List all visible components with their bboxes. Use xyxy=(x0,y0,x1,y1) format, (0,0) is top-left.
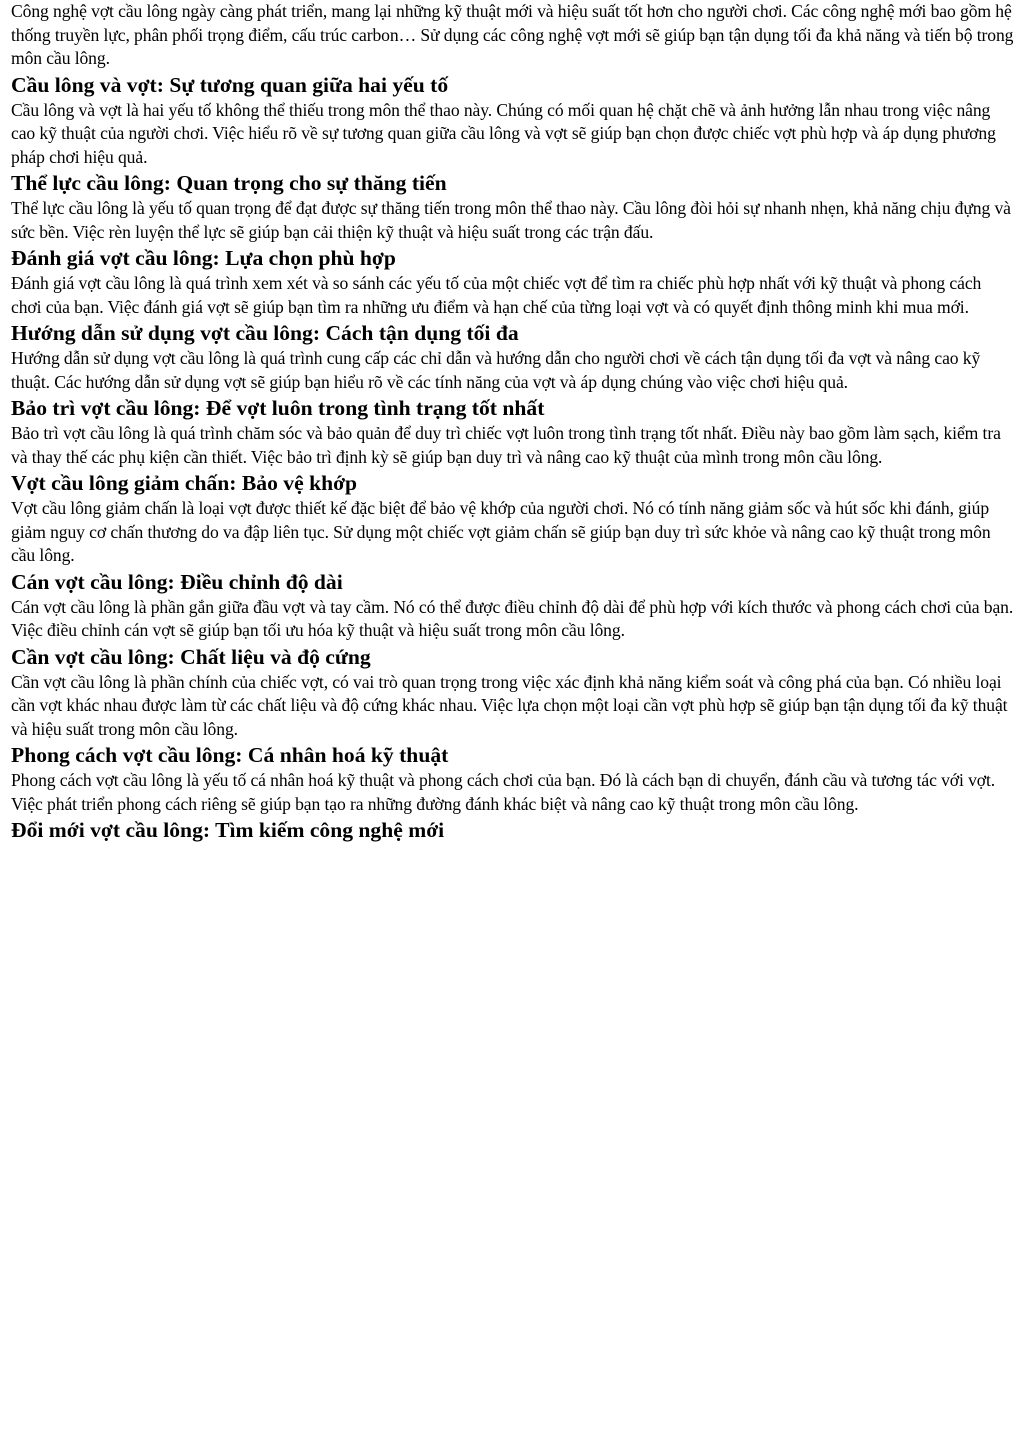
section-heading: Hướng dẫn sử dụng vợt cầu lông: Cách tận dụng tối đa xyxy=(11,321,519,345)
section-heading: Cán vợt cầu lông: Điều chỉnh độ dài xyxy=(11,569,343,594)
section-paragraph: Cần vợt cầu lông là phần chính của chiếc vợt, có vai trò quan trọng trong việc xác định khả năng kiểm soát và công phá của bạn. Có nhiều loại cần vợt khác nhau được làm từ các chất liệu và độ cứng khác nhau. Việc lựa chọn một loại cần vợt phù hợp sẽ giúp bạn tận dụng tối đa kỹ thuật và hiệu suất trong môn cầu lông. xyxy=(11,671,1008,739)
section-paragraph: Phong cách vợt cầu lông là yếu tố cá nhân hoá kỹ thuật và phong cách chơi của bạn. Đó là cách bạn di chuyển, đánh cầu và tương tác với vợt. Việc phát triển phong cách riêng sẽ giúp bạn tạo ra những đường đánh khác biệt và nâng cao kỹ thuật trong môn cầu lông. xyxy=(11,770,996,814)
section-paragraph: Vợt cầu lông giảm chấn là loại vợt được thiết kế đặc biệt để bảo vệ khớp của người chơi. Nó có tính năng giảm sốc và hút sốc khi đánh, giúp giảm nguy cơ chấn thương do va đập liên tục. Sử dụng một chiếc vợt giảm chấn sẽ giúp bạn duy trì sức khỏe và nâng cao kỹ thuật trong môn cầu lông. xyxy=(11,498,991,565)
section-paragraph: Cầu lông và vợt là hai yếu tố không thể thiếu trong môn thể thao này. Chúng có mối quan hệ chặt chẽ và ảnh hưởng lẫn nhau trong việc nâng cao kỹ thuật của người chơi. Việc hiểu rõ về sự tương quan giữa cầu lông và vợt sẽ giúp bạn chọn được chiếc vợt phù hợp và áp dụng phương pháp chơi hiệu quả. xyxy=(11,99,996,167)
section-heading: Cầu lông và vợt: Sự tương quan giữa hai yếu tố xyxy=(11,72,449,97)
section-paragraph: Đánh giá vợt cầu lông là quá trình xem xét và so sánh các yếu tố của một chiếc vợt để tìm ra chiếc phù hợp nhất với kỹ thuật và phong cách chơi của bạn. Việc đánh giá vợt sẽ giúp bạn tìm ra những ưu điểm và hạn chế của từng loại vợt và có quyết định thông minh khi mua mới. xyxy=(11,273,982,317)
section-heading: Đánh giá vợt cầu lông: Lựa chọn phù hợp xyxy=(11,246,396,270)
section-heading: Đổi mới vợt cầu lông: Tìm kiếm công nghệ mới xyxy=(11,818,445,842)
article xyxy=(11,0,1015,844)
section-paragraph: Hướng dẫn sử dụng vợt cầu lông là quá trình cung cấp các chỉ dẫn và hướng dẫn cho người chơi về cách tận dụng tối đa vợt và nâng cao kỹ thuật. Các hướng dẫn sử dụng vợt sẽ giúp bạn hiểu rõ về các tính năng của vợt và áp dụng chúng vào việc chơi hiệu quả. xyxy=(11,348,981,392)
section-heading: Bảo trì vợt cầu lông: Để vợt luôn trong tình trạng tốt nhất xyxy=(11,396,545,420)
section-heading: Cần vợt cầu lông: Chất liệu và độ cứng xyxy=(11,644,371,669)
section-paragraph: Thể lực cầu lông là yếu tố quan trọng để đạt được sự thăng tiến trong môn thể thao này. Cầu lông đòi hỏi sự nhanh nhẹn, khả năng chịu đựng và sức bền. Việc rèn luyện thể lực sẽ giúp bạn cải thiện kỹ thuật và hiệu suất trong các trận đấu. xyxy=(11,198,1011,242)
section-paragraph: Bảo trì vợt cầu lông là quá trình chăm sóc và bảo quản để duy trì chiếc vợt luôn trong tình trạng tốt nhất. Điều này bao gồm làm sạch, kiểm tra và thay thế các phụ kiện cần thiết. Việc bảo trì định kỳ sẽ giúp bạn duy trì và nâng cao kỹ thuật của mình trong môn cầu lông. xyxy=(11,423,1001,467)
section-paragraph: Cán vợt cầu lông là phần gắn giữa đầu vợt và tay cầm. Nó có thể được điều chỉnh độ dài để phù hợp với kích thước và phong cách chơi của bạn. Việc điều chỉnh cán vợt sẽ giúp bạn tối ưu hóa kỹ thuật và hiệu suất trong môn cầu lông. xyxy=(11,596,1014,640)
intro-paragraph: Công nghệ vợt cầu lông ngày càng phát triển, mang lại những kỹ thuật mới và hiệu suất tốt hơn cho người chơi. Các công nghệ mới bao gồm hệ thống truyền lực, phân phối trọng điểm, cấu trúc carbon… Sử dụng các công nghệ vợt mới sẽ giúp bạn tận dụng tối đa khả năng và tiến bộ trong môn cầu lông. xyxy=(11,1,1014,68)
section-heading: Phong cách vợt cầu lông: Cá nhân hoá kỹ thuật xyxy=(11,743,449,767)
section-heading: Thể lực cầu lông: Quan trọng cho sự thăng tiến xyxy=(11,171,447,195)
section-heading: Vợt cầu lông giảm chấn: Bảo vệ khớp xyxy=(11,471,358,495)
